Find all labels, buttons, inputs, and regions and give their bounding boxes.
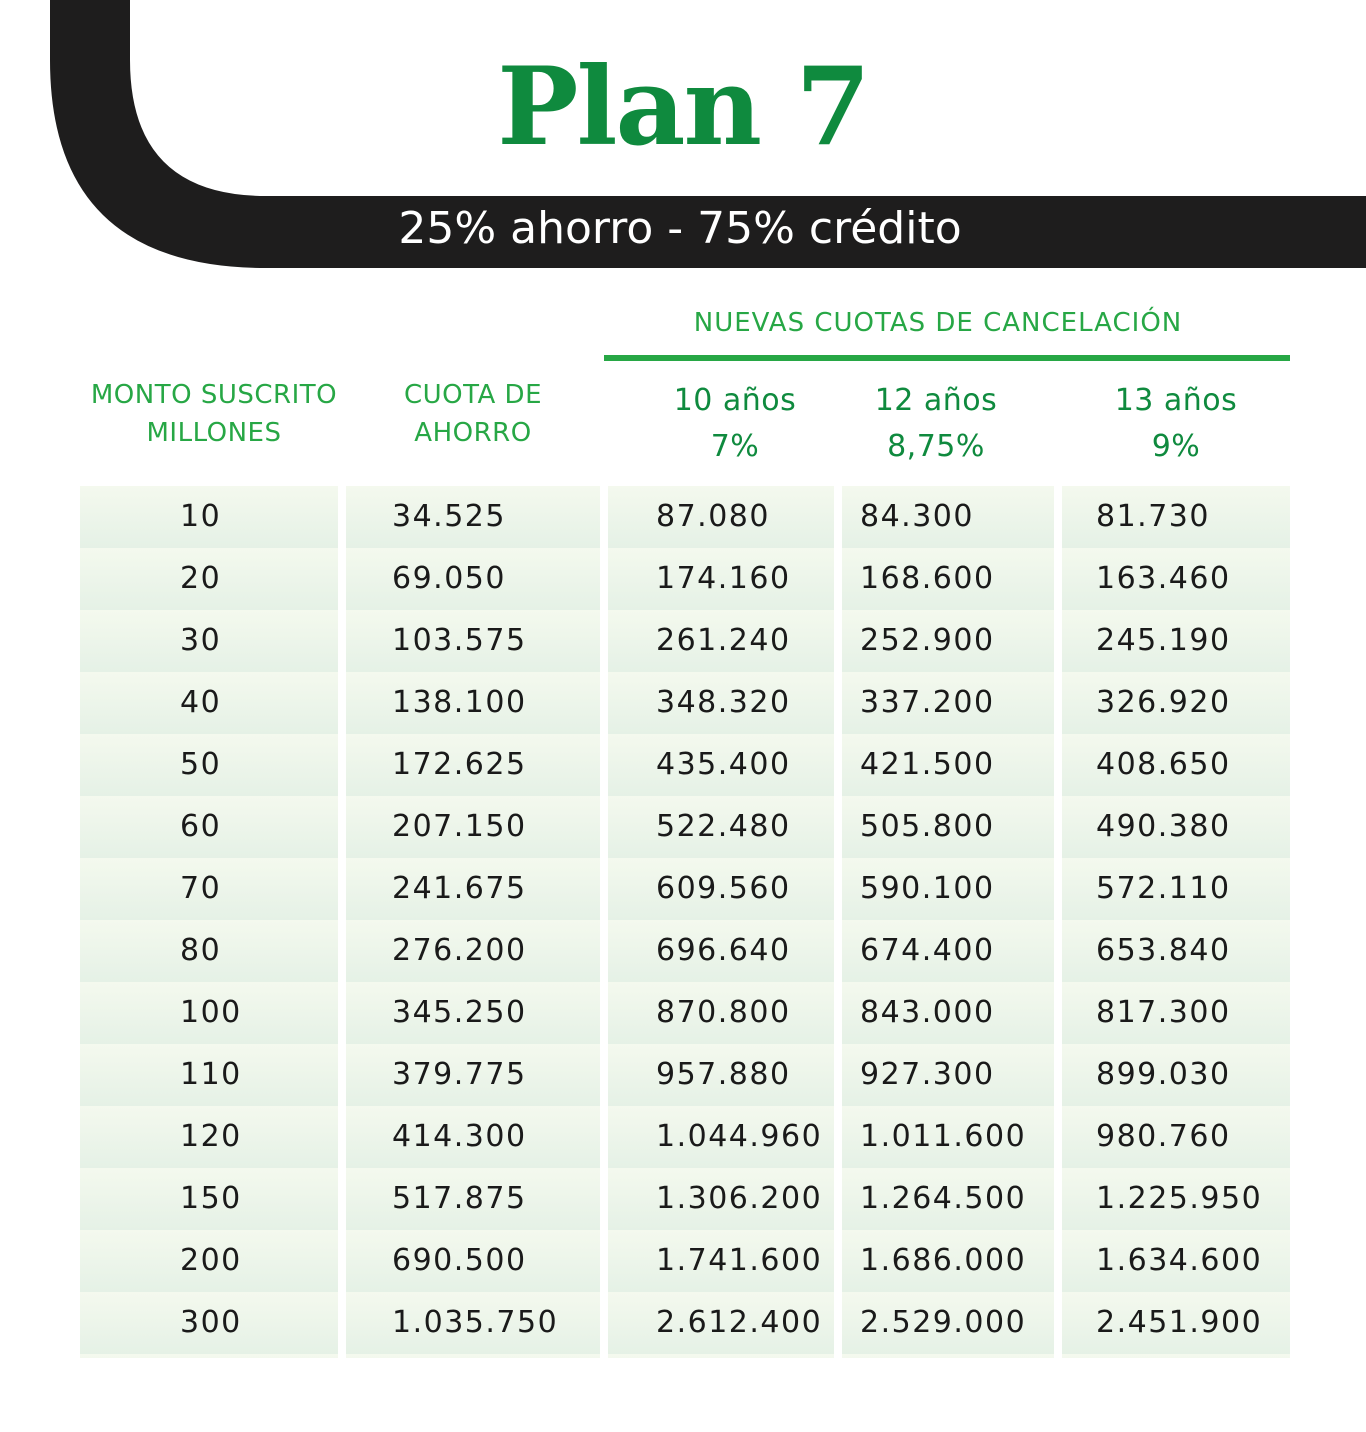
- cell-cuota-12-anos: 1.011.600: [860, 1119, 1027, 1154]
- cell-cuota-13-anos: 653.840: [1096, 933, 1231, 968]
- column-header-line1: 12 años: [874, 383, 998, 418]
- cell-cuota-13-anos: 572.110: [1096, 871, 1231, 906]
- column-header-monto: [80, 376, 348, 452]
- cell-cuota-12-anos: 1.264.500: [860, 1181, 1027, 1216]
- cell-cuota-13-anos: 2.451.900: [1096, 1305, 1263, 1340]
- column-header-10-anos: [608, 378, 862, 470]
- cell-cuota-12-anos: 674.400: [860, 933, 995, 968]
- column-header-13-anos: [1062, 378, 1290, 470]
- cell-cuota-10-anos: 87.080: [656, 499, 770, 534]
- cell-cuota-13-anos: 326.920: [1096, 685, 1231, 720]
- cell-cuota-ahorro: 379.775: [392, 1057, 527, 1092]
- cell-cuota-10-anos: 957.880: [656, 1057, 791, 1092]
- cell-cuota-12-anos: 590.100: [860, 871, 995, 906]
- group-header-underline: [604, 355, 1290, 361]
- column-header-line1: CUOTA DE: [403, 380, 542, 410]
- cell-cuota-10-anos: 348.320: [656, 685, 791, 720]
- cell-monto: 50: [180, 747, 222, 782]
- column-header-line2: MILLONES: [146, 418, 282, 448]
- cell-cuota-13-anos: 81.730: [1096, 499, 1210, 534]
- cell-cuota-ahorro: 172.625: [392, 747, 527, 782]
- cell-monto: 10: [180, 499, 222, 534]
- cell-cuota-12-anos: 1.686.000: [860, 1243, 1027, 1278]
- cell-monto: 30: [180, 623, 222, 658]
- cell-cuota-10-anos: 1.044.960: [656, 1119, 823, 1154]
- cell-cuota-12-anos: 84.300: [860, 499, 974, 534]
- cell-cuota-ahorro: 207.150: [392, 809, 527, 844]
- cell-cuota-10-anos: 609.560: [656, 871, 791, 906]
- cell-cuota-ahorro: 1.035.750: [392, 1305, 559, 1340]
- cell-cuota-ahorro: 276.200: [392, 933, 527, 968]
- column-header-cuota-ahorro: [346, 376, 600, 452]
- column-header-12-anos: [842, 378, 1030, 470]
- column-header-line2: 7%: [710, 429, 760, 464]
- plan-subtitle: 25% ahorro - 75% crédito: [398, 203, 962, 254]
- cell-cuota-ahorro: 69.050: [392, 561, 506, 596]
- cell-cuota-ahorro: 241.675: [392, 871, 527, 906]
- cell-cuota-10-anos: 870.800: [656, 995, 791, 1030]
- cell-cuota-13-anos: 1.634.600: [1096, 1243, 1263, 1278]
- cell-cuota-10-anos: 261.240: [656, 623, 791, 658]
- cell-cuota-10-anos: 1.306.200: [656, 1181, 823, 1216]
- cell-cuota-ahorro: 34.525: [392, 499, 506, 534]
- cell-cuota-12-anos: 168.600: [860, 561, 995, 596]
- cell-cuota-13-anos: 490.380: [1096, 809, 1231, 844]
- column-header-line1: 10 años: [673, 383, 797, 418]
- cell-cuota-10-anos: 174.160: [656, 561, 791, 596]
- column-header-line1: MONTO SUSCRITO: [90, 380, 338, 410]
- cell-cuota-13-anos: 817.300: [1096, 995, 1231, 1030]
- cell-cuota-ahorro: 138.100: [392, 685, 527, 720]
- cell-cuota-12-anos: 927.300: [860, 1057, 995, 1092]
- cell-cuota-ahorro: 345.250: [392, 995, 527, 1030]
- cell-monto: 70: [180, 871, 222, 906]
- cell-cuota-12-anos: 505.800: [860, 809, 995, 844]
- cell-cuota-ahorro: 414.300: [392, 1119, 527, 1154]
- cell-cuota-ahorro: 690.500: [392, 1243, 527, 1278]
- cell-cuota-10-anos: 435.400: [656, 747, 791, 782]
- cell-cuota-12-anos: 843.000: [860, 995, 995, 1030]
- cell-cuota-ahorro: 103.575: [392, 623, 527, 658]
- column-header-line2: AHORRO: [414, 418, 532, 448]
- column-header-line2: 8,75%: [887, 429, 985, 464]
- group-header: NUEVAS CUOTAS DE CANCELACIÓN: [693, 308, 1183, 338]
- column-header-line1: 13 años: [1114, 383, 1238, 418]
- cell-cuota-12-anos: 252.900: [860, 623, 995, 658]
- cell-monto: 60: [180, 809, 222, 844]
- cell-cuota-10-anos: 696.640: [656, 933, 791, 968]
- cell-cuota-ahorro: 517.875: [392, 1181, 527, 1216]
- page-title: Plan 7: [497, 44, 869, 170]
- cell-cuota-12-anos: 2.529.000: [860, 1305, 1027, 1340]
- cell-monto: 100: [180, 995, 242, 1030]
- cell-cuota-10-anos: 2.612.400: [656, 1305, 823, 1340]
- cell-monto: 40: [180, 685, 222, 720]
- column-header-line2: 9%: [1151, 429, 1201, 464]
- cell-monto: 120: [180, 1119, 242, 1154]
- cell-monto: 110: [180, 1057, 242, 1092]
- cell-monto: 200: [180, 1243, 242, 1278]
- cell-cuota-12-anos: 337.200: [860, 685, 995, 720]
- cell-cuota-13-anos: 408.650: [1096, 747, 1231, 782]
- cell-monto: 20: [180, 561, 222, 596]
- cell-cuota-10-anos: 1.741.600: [656, 1243, 823, 1278]
- cell-monto: 300: [180, 1305, 242, 1340]
- cell-monto: 80: [180, 933, 222, 968]
- cell-monto: 150: [180, 1181, 242, 1216]
- cell-cuota-13-anos: 245.190: [1096, 623, 1231, 658]
- cell-cuota-10-anos: 522.480: [656, 809, 791, 844]
- cell-cuota-12-anos: 421.500: [860, 747, 995, 782]
- cell-cuota-13-anos: 163.460: [1096, 561, 1231, 596]
- cell-cuota-13-anos: 980.760: [1096, 1119, 1231, 1154]
- cell-cuota-13-anos: 1.225.950: [1096, 1181, 1263, 1216]
- cell-cuota-13-anos: 899.030: [1096, 1057, 1231, 1092]
